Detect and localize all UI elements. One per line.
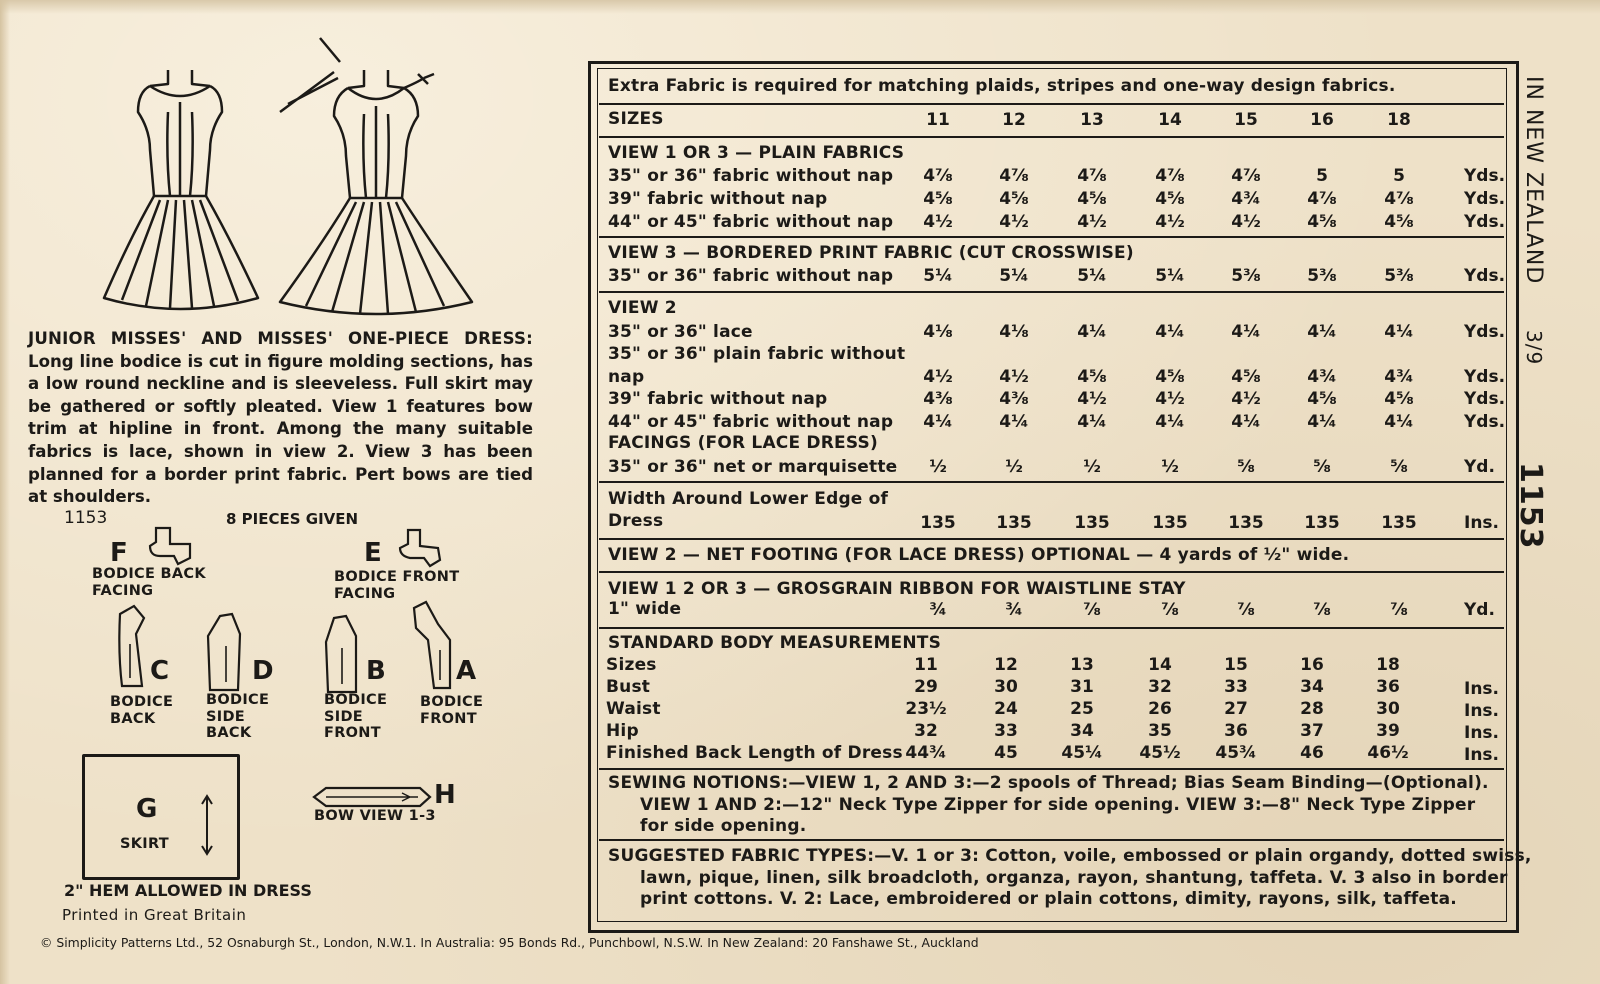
body-cell: 26: [1148, 699, 1172, 719]
cell-size-14: 4¼: [1155, 412, 1185, 432]
body-cell: 46: [1300, 743, 1324, 763]
description-heading: JUNIOR MISSES' AND MISSES' ONE-PIECE DRESS:: [28, 329, 533, 348]
row-label: 35" or 36" fabric without nap: [608, 166, 894, 186]
chart-intro: Extra Fabric is required for matching plaids, stripes and one-way design fabrics.: [608, 76, 1396, 96]
cell-size-16: 4¼: [1307, 412, 1337, 432]
piece-d-shape: [204, 612, 246, 692]
body-cell: 34: [1300, 677, 1324, 697]
piece-a-letter: A: [456, 656, 477, 686]
size-header-15: 15: [1234, 110, 1258, 130]
cell-size-16: 5: [1316, 166, 1328, 186]
size-header-12: 12: [1002, 110, 1026, 130]
unit-label: Ins.: [1464, 679, 1500, 699]
cell-size-13: 4⅝: [1077, 189, 1107, 209]
cell-size-14: 4½: [1155, 389, 1185, 409]
row-label: 35" or 36" lace: [608, 322, 753, 342]
divider: [599, 571, 1504, 573]
body-row-label: Sizes: [606, 655, 657, 675]
ribbon-title: VIEW 1 2 OR 3 — GROSGRAIN RIBBON FOR WAISTLINE STAY: [608, 579, 1186, 599]
cell-size-14: 4⅝: [1155, 367, 1185, 387]
body-cell: 11: [914, 655, 938, 675]
cell-size-15: 4⅞: [1231, 166, 1261, 186]
cell-size-12: 4½: [999, 212, 1029, 232]
piece-e-shape: [394, 526, 446, 568]
cell-size-13: 5¼: [1077, 266, 1107, 286]
body-cell: 12: [994, 655, 1018, 675]
cell-size-16: 4¾: [1307, 367, 1337, 387]
piece-c-letter: C: [150, 656, 170, 686]
grain-arrow-icon: [200, 794, 214, 856]
side-text: [1513, 72, 1550, 932]
body-row-label: Bust: [606, 677, 651, 697]
cell-size-11: 4½: [923, 367, 953, 387]
body-cell: 15: [1224, 655, 1248, 675]
cell-size-14: ½: [1161, 457, 1179, 477]
body-cell: 45¾: [1215, 743, 1257, 763]
cell-size-11: 5¼: [923, 266, 953, 286]
paper-fold: [0, 0, 1600, 14]
row-label: 35" or 36" net or marquisette: [608, 457, 898, 477]
side-pattern-number: 1153: [1513, 462, 1548, 550]
body-cell: 33: [994, 721, 1018, 741]
piece-d-label: BODICE SIDE BACK: [206, 692, 270, 741]
cell-size-18: 4¼: [1384, 322, 1414, 342]
body-cell: 14: [1148, 655, 1172, 675]
piece-a-shape: [410, 600, 456, 692]
divider: [599, 136, 1504, 138]
fabric-line-1: SUGGESTED FABRIC TYPES:—V. 1 or 3: Cotton, voile, embossed or plain organdy, dotted swiss,: [608, 846, 1532, 866]
body-cell: 37: [1300, 721, 1324, 741]
cell-size-11: 135: [920, 513, 956, 533]
body-cell: 29: [914, 677, 938, 697]
cell-size-14: ⅞: [1161, 600, 1179, 620]
cell-size-15: 4¼: [1231, 322, 1261, 342]
cell-size-11: 4⅛: [923, 322, 953, 342]
side-price: 3/9: [1522, 330, 1546, 366]
unit-label: Yds.: [1464, 166, 1506, 186]
net-footing: VIEW 2 — NET FOOTING (FOR LACE DRESS) OPTIONAL — 4 yards of ½" wide.: [608, 545, 1350, 565]
cell-size-12: ¾: [1005, 600, 1023, 620]
facings-title: FACINGS (FOR LACE DRESS): [608, 433, 878, 453]
cell-size-18: 135: [1381, 513, 1417, 533]
dress-illustration-front: [80, 58, 280, 320]
cell-size-15: 4½: [1231, 212, 1261, 232]
cell-size-12: 5¼: [999, 266, 1029, 286]
body-cell: 46½: [1367, 743, 1409, 763]
cell-size-13: 4¼: [1077, 322, 1107, 342]
cell-size-13: ½: [1083, 457, 1101, 477]
cell-size-11: ¾: [929, 600, 947, 620]
cell-size-15: 4⅝: [1231, 367, 1261, 387]
cell-size-14: 4½: [1155, 212, 1185, 232]
body-cell: 45¼: [1061, 743, 1103, 763]
unit-label: Ins.: [1464, 513, 1500, 533]
body-cell: 23½: [905, 699, 947, 719]
cell-size-12: 135: [996, 513, 1032, 533]
unit-label: Ins.: [1464, 723, 1500, 743]
cell-size-13: 4½: [1077, 389, 1107, 409]
body-row-label: Finished Back Length of Dress: [606, 743, 903, 763]
view13-title: VIEW 1 OR 3 — PLAIN FABRICS: [608, 143, 905, 163]
divider: [599, 291, 1504, 293]
cell-size-11: ½: [929, 457, 947, 477]
unit-label: Ins.: [1464, 745, 1500, 765]
cell-size-15: 4¾: [1231, 189, 1261, 209]
piece-h-shape: [310, 784, 434, 810]
body-cell: 24: [994, 699, 1018, 719]
body-row-label: Hip: [606, 721, 639, 741]
cell-size-18: 4⅝: [1384, 212, 1414, 232]
divider: [599, 236, 1504, 238]
pieces-count: 8 PIECES GIVEN: [226, 510, 359, 528]
cell-size-18: 5: [1393, 166, 1405, 186]
unit-label: Ins.: [1464, 701, 1500, 721]
piece-f-letter: F: [110, 538, 128, 568]
cell-size-11: 4⅞: [923, 166, 953, 186]
copyright-line: © Simplicity Patterns Ltd., 52 Osnaburgh St., London, N.W.1. In Australia: 95 Bonds Rd., Punchbowl, N.S.W. In New Zealand: 20 Fanshawe St., Auckland: [40, 935, 979, 950]
body-cell: 30: [1376, 699, 1400, 719]
cell-size-12: 4⅝: [999, 189, 1029, 209]
body-cell: 32: [1148, 677, 1172, 697]
paper-edge: [0, 0, 10, 984]
unit-label: Yds.: [1464, 212, 1506, 232]
cell-size-18: 4¾: [1384, 367, 1414, 387]
piece-h-label: BOW VIEW 1-3: [314, 808, 436, 824]
cell-size-15: 4¼: [1231, 412, 1261, 432]
cell-size-16: 4⅞: [1307, 189, 1337, 209]
body-cell: 28: [1300, 699, 1324, 719]
printed-note: Printed in Great Britain: [62, 906, 247, 924]
cell-size-11: 4¼: [923, 412, 953, 432]
cell-size-12: 4½: [999, 367, 1029, 387]
body-cell: 45: [994, 743, 1018, 763]
cell-size-18: ⅝: [1390, 457, 1408, 477]
sewing-notions: [608, 773, 1489, 838]
cell-size-11: 4⅜: [923, 389, 953, 409]
unit-label: Yds.: [1464, 389, 1506, 409]
body-cell: 35: [1148, 721, 1172, 741]
piece-h-letter: H: [434, 780, 456, 810]
row-label: 44" or 45" fabric without nap: [608, 212, 894, 232]
body-cell: 31: [1070, 677, 1094, 697]
unit-label: Yds.: [1464, 189, 1506, 209]
row-label: nap: [608, 367, 645, 387]
cell-size-13: ⅞: [1083, 600, 1101, 620]
unit-label: Yds.: [1464, 322, 1506, 342]
cell-size-14: 5¼: [1155, 266, 1185, 286]
piece-b-letter: B: [366, 656, 386, 686]
cell-size-15: ⅞: [1237, 600, 1255, 620]
piece-f-shape: [144, 524, 196, 568]
divider: [599, 103, 1504, 105]
body-cell: 44¾: [905, 743, 947, 763]
body-title: STANDARD BODY MEASUREMENTS: [608, 633, 942, 653]
unit-label: Yds.: [1464, 266, 1506, 286]
cell-size-13: 4½: [1077, 212, 1107, 232]
cell-size-14: 4¼: [1155, 322, 1185, 342]
row-label: 39" fabric without nap: [608, 389, 828, 409]
cell-size-15: 5⅜: [1231, 266, 1261, 286]
cell-size-12: 4⅜: [999, 389, 1029, 409]
divider: [599, 768, 1504, 770]
piece-d-letter: D: [252, 656, 274, 686]
cell-size-15: 135: [1228, 513, 1264, 533]
size-header-18: 18: [1387, 110, 1411, 130]
piece-c-label: BODICE BACK: [110, 694, 174, 727]
piece-c-shape: [114, 604, 150, 690]
size-header-16: 16: [1310, 110, 1334, 130]
piece-b-label: BODICE SIDE FRONT: [324, 692, 388, 741]
cell-size-16: 4⅝: [1307, 389, 1337, 409]
body-cell: 25: [1070, 699, 1094, 719]
unit-label: Yd.: [1464, 457, 1495, 477]
row-label: 39" fabric without nap: [608, 189, 828, 209]
width-label: Dress: [608, 511, 664, 531]
cell-size-11: 4⅝: [923, 189, 953, 209]
row-label: 35" or 36" fabric without nap: [608, 266, 894, 286]
piece-e-label: BODICE FRONT FACING: [334, 569, 460, 602]
cell-size-18: ⅞: [1390, 600, 1408, 620]
piece-f-label: BODICE BACK FACING: [92, 566, 206, 599]
body-cell: 45½: [1139, 743, 1181, 763]
body-cell: 32: [914, 721, 938, 741]
hem-note: 2" HEM ALLOWED IN DRESS: [64, 881, 312, 900]
body-row-label: Waist: [606, 699, 661, 719]
row-label: 35" or 36" plain fabric without: [608, 344, 906, 364]
body-cell: 33: [1224, 677, 1248, 697]
piece-g-shape: [82, 754, 240, 880]
sewing-line-3: for side opening.: [640, 816, 807, 836]
cell-size-14: 4⅞: [1155, 166, 1185, 186]
cell-size-16: 4¼: [1307, 322, 1337, 342]
piece-e-letter: E: [364, 538, 382, 568]
unit-label: Yds.: [1464, 367, 1506, 387]
body-cell: 34: [1070, 721, 1094, 741]
body-cell: 36: [1376, 677, 1400, 697]
cell-size-13: 4⅝: [1077, 367, 1107, 387]
piece-g-letter: G: [136, 794, 158, 824]
cell-size-16: 135: [1304, 513, 1340, 533]
dress-description: [28, 328, 533, 509]
sewing-line-2: VIEW 1 AND 2:—12" Neck Type Zipper for side opening. VIEW 3:—8" Neck Type Zipper: [640, 794, 1476, 815]
ribbon-label: 1" wide: [608, 599, 682, 619]
view2-title: VIEW 2: [608, 298, 677, 318]
cell-size-12: ½: [1005, 457, 1023, 477]
body-cell: 27: [1224, 699, 1248, 719]
cell-size-18: 4⅝: [1384, 389, 1414, 409]
cell-size-11: 4½: [923, 212, 953, 232]
body-cell: 18: [1376, 655, 1400, 675]
body-cell: 13: [1070, 655, 1094, 675]
cell-size-18: 4⅞: [1384, 189, 1414, 209]
cell-size-16: ⅝: [1313, 457, 1331, 477]
cell-size-16: 4⅝: [1307, 212, 1337, 232]
size-header-14: 14: [1158, 110, 1182, 130]
body-cell: 30: [994, 677, 1018, 697]
cell-size-14: 4⅝: [1155, 189, 1185, 209]
cell-size-13: 135: [1074, 513, 1110, 533]
divider: [599, 538, 1504, 540]
cell-size-15: ⅝: [1237, 457, 1255, 477]
cell-size-12: 4¼: [999, 412, 1029, 432]
cell-size-18: 4¼: [1384, 412, 1414, 432]
side-country: IN NEW ZEALAND: [1521, 76, 1546, 285]
fabric-types: [608, 846, 1532, 911]
piece-g-label: SKIRT: [120, 836, 169, 852]
sizes-label: SIZES: [608, 109, 664, 129]
divider: [599, 839, 1504, 841]
piece-b-shape: [322, 614, 364, 694]
row-label: 44" or 45" fabric without nap: [608, 412, 894, 432]
divider: [599, 481, 1504, 483]
cell-size-15: 4½: [1231, 389, 1261, 409]
pattern-number: 1153: [64, 508, 108, 528]
size-header-13: 13: [1080, 110, 1104, 130]
fabric-line-2: lawn, pique, linen, silk broadcloth, organza, rayon, shantung, taffeta. V. 3 also in border: [640, 867, 1508, 888]
width-title: Width Around Lower Edge of: [608, 489, 889, 509]
dress-illustration-back: [268, 34, 478, 320]
view3-title: VIEW 3 — BORDERED PRINT FABRIC (CUT CROSSWISE): [608, 243, 1134, 263]
cell-size-13: 4⅞: [1077, 166, 1107, 186]
body-cell: 36: [1224, 721, 1248, 741]
body-cell: 16: [1300, 655, 1324, 675]
unit-label: Yds.: [1464, 412, 1506, 432]
cell-size-12: 4⅛: [999, 322, 1029, 342]
sewing-line-1: SEWING NOTIONS:—VIEW 1, 2 AND 3:—2 spools of Thread; Bias Seam Binding—(Optional).: [608, 773, 1489, 793]
cell-size-16: 5⅜: [1307, 266, 1337, 286]
description-body: Long line bodice is cut in figure molding sections, has a low round neckline and is sleeveless. Full skirt may be gathered or softly pleated. View 1 features bow trim at hipline in front. Among the many suitable fabrics is lace, shown in view 2. View 3 has been planned for a border print fabric. Pert bows are tied at shoulders.: [28, 351, 533, 507]
body-cell: 39: [1376, 721, 1400, 741]
piece-a-label: BODICE FRONT: [420, 694, 484, 727]
cell-size-14: 135: [1152, 513, 1188, 533]
size-header-11: 11: [926, 110, 950, 130]
fabric-line-3: print cottons. V. 2: Lace, embroidered or plain cottons, dimity, rayons, silk, taffeta.: [640, 889, 1457, 909]
cell-size-12: 4⅞: [999, 166, 1029, 186]
cell-size-13: 4¼: [1077, 412, 1107, 432]
cell-size-16: ⅞: [1313, 600, 1331, 620]
cell-size-18: 5⅜: [1384, 266, 1414, 286]
unit-label: Yd.: [1464, 600, 1495, 620]
divider: [599, 627, 1504, 629]
